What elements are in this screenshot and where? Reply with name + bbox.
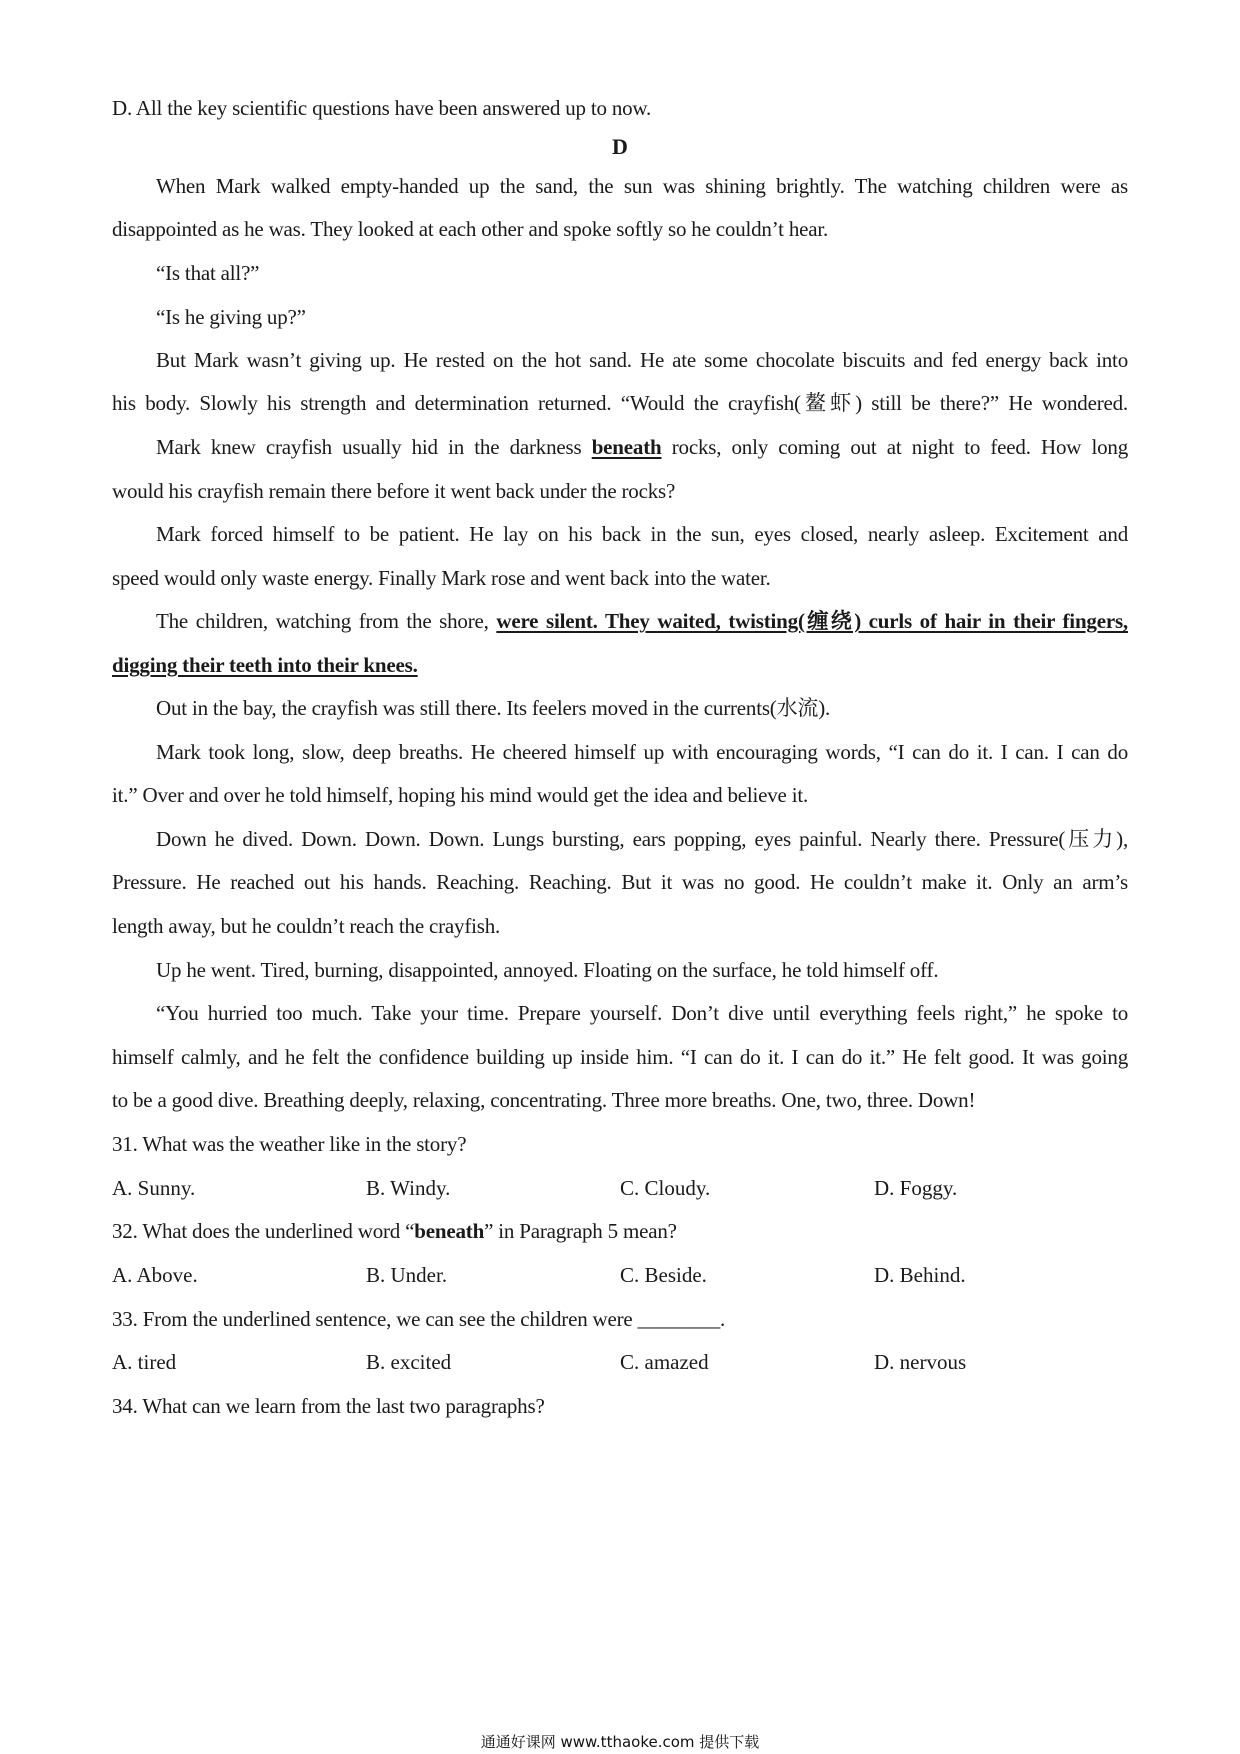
- passage-p12-line3: to be a good dive. Breathing deeply, relaxing, concentrating. Three more breaths. One, two, three. Down!: [112, 1088, 976, 1112]
- p5-text-a: Mark knew crayfish usually hid in the darkness: [156, 435, 582, 459]
- passage-p12-line1: “You hurried too much. Take your time. Prepare yourself. Don’t dive until everything feels right,” he spoke to: [156, 1001, 1128, 1025]
- question-31-option-d: D. Foggy.: [874, 1176, 958, 1200]
- section-heading: D: [612, 134, 628, 159]
- previous-question-option-d: D. All the key scientific questions have been answered up to now.: [112, 96, 652, 120]
- passage-p6-line1: Mark forced himself to be patient. He lay on his back in the sun, eyes closed, nearly asleep. Excitement and: [156, 522, 1128, 546]
- passage-p1-line2: disappointed as he was. They looked at each other and spoke softly so he couldn’t hear.: [112, 217, 829, 241]
- underlined-sentence-part1: were silent. They waited, twisting(缠绕) curls of hair in their fingers,: [496, 609, 1128, 633]
- passage-p5-line1: [156, 434, 1128, 460]
- question-31-option-b: B. Windy.: [366, 1176, 451, 1200]
- passage-p10-line2: Pressure. He reached out his hands. Reaching. Reaching. But it was no good. He couldn’t make it. Only an arm’s: [112, 870, 1128, 894]
- q32-keyword: beneath: [414, 1219, 485, 1243]
- question-33-option-a: A. tired: [112, 1350, 177, 1374]
- passage-p1-line1: When Mark walked empty-handed up the sand, the sun was shining brightly. The watching children were as: [156, 174, 1128, 198]
- passage-p12-line2: himself calmly, and he felt the confidence building up inside him. “I can do it. I can do it.” He felt good. It was going: [112, 1045, 1128, 1069]
- question-31-stem: 31. What was the weather like in the story?: [112, 1132, 467, 1156]
- question-31-option-c: C. Cloudy.: [620, 1176, 711, 1200]
- question-32-option-b: B. Under.: [366, 1263, 448, 1287]
- passage-p4-line1: But Mark wasn’t giving up. He rested on the hot sand. He ate some chocolate biscuits and fed energy back into: [156, 348, 1128, 372]
- passage-p7-line1: [156, 608, 1128, 634]
- underlined-sentence-part2: digging their teeth into their knees.: [112, 653, 418, 677]
- p5-text-c: rocks, only coming out at night to feed. How long: [671, 435, 1128, 459]
- question-33-stem: 33. From the underlined sentence, we can see the children were ________.: [112, 1307, 726, 1331]
- q32-stem-a: 32. What does the underlined word “: [112, 1219, 415, 1243]
- underlined-word-beneath: beneath: [591, 435, 662, 459]
- question-32-option-c: C. Beside.: [620, 1263, 707, 1287]
- question-32-stem: [112, 1218, 677, 1244]
- passage-p4-line2: his body. Slowly his strength and determination returned. “Would the crayfish(鳌虾) still be there?” He wondered.: [112, 391, 1128, 415]
- passage-p9-line1: Mark took long, slow, deep breaths. He cheered himself up with encouraging words, “I can do it. I can. I can do: [156, 740, 1128, 764]
- question-32-option-d: D. Behind.: [874, 1263, 966, 1287]
- question-31-option-a: A. Sunny.: [112, 1176, 196, 1200]
- passage-p9-line2: it.” Over and over he told himself, hoping his mind would get the idea and believe it.: [112, 783, 809, 807]
- p7-text-a: The children, watching from the shore,: [156, 609, 489, 633]
- passage-p5-line2: would his crayfish remain there before it went back under the rocks?: [112, 479, 676, 503]
- q32-stem-c: ” in Paragraph 5 mean?: [484, 1219, 677, 1243]
- passage-p11: Up he went. Tired, burning, disappointed, annoyed. Floating on the surface, he told himself off.: [156, 958, 939, 982]
- passage-p3: “Is he giving up?”: [156, 305, 306, 329]
- passage-p10-line3: length away, but he couldn’t reach the crayfish.: [112, 914, 501, 938]
- question-34-stem: 34. What can we learn from the last two paragraphs?: [112, 1394, 545, 1418]
- question-33-option-b: B. excited: [366, 1350, 452, 1374]
- passage-p2: “Is that all?”: [156, 261, 260, 285]
- passage-p10-line1: Down he dived. Down. Down. Down. Lungs bursting, ears popping, eyes painful. Nearly there. Pressure(压力),: [156, 827, 1128, 851]
- question-33-option-c: C. amazed: [620, 1350, 709, 1374]
- question-32-option-a: A. Above.: [112, 1263, 198, 1287]
- passage-p6-line2: speed would only waste energy. Finally Mark rose and went back into the water.: [112, 566, 771, 590]
- question-33-option-d: D. nervous: [874, 1350, 967, 1374]
- page-footer-watermark: 通通好课网 www.tthaoke.com 提供下载: [480, 1733, 760, 1751]
- passage-p7-line2: [112, 652, 418, 678]
- passage-p8: Out in the bay, the crayfish was still there. Its feelers moved in the currents(水流).: [156, 696, 831, 720]
